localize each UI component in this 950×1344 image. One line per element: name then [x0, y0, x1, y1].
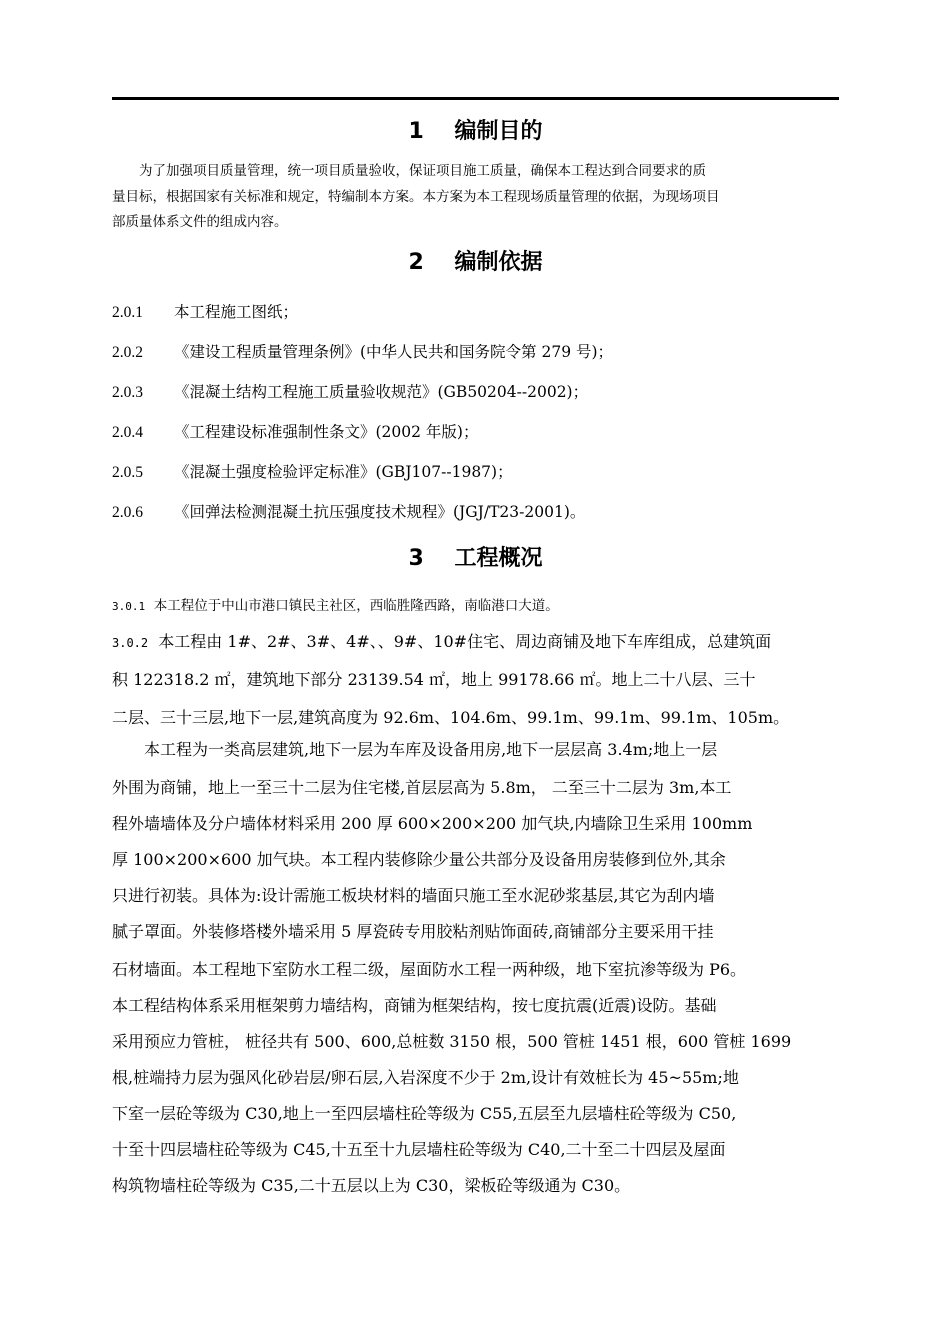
- body-line-10: 石材墙面。本工程地下室防水工程二级，屋面防水工程一两种级，地下室抗渗等级为 P6。: [112, 960, 747, 979]
- body-text: 本工程由 1#、2#、3#、4#、、9#、10#住宅、周边商铺及地下车库组成，总建筑面: [158, 632, 772, 651]
- body-line-15: 十至十四层墙柱砼等级为 C45,十五至十九层墙柱砼等级为 C40,二十至二十四层及屋面: [112, 1140, 726, 1159]
- section-2-title: 2 编制依据: [408, 250, 543, 275]
- clause-text: 本工程位于中山市港口镇民主社区，西临胜隆西路，南临港口大道。: [153, 598, 559, 614]
- body-line-6: 程外墙墙体及分户墙体材料采用 200 厚 600×200×200 加气块,内墙除卫生采用 100mm: [112, 814, 753, 833]
- body-line-4: 本工程为一类高层建筑,地下一层为车库及设备用房,地下一层层高 3.4m;地上一层: [112, 740, 718, 759]
- reference-text: 《回弹法检测混凝土抗压强度技术规程》(JGJ/T23-2001)。: [174, 503, 586, 521]
- reference-text: 本工程施工图纸；: [174, 303, 299, 321]
- clause-number: 3.0.2: [112, 636, 149, 650]
- section-1-para-line-2: 量目标，根据国家有关标准和规定，特编制本方案。本方案为本工程现场质量管理的依据，为现场项目: [112, 189, 720, 205]
- body-line-14: 下室一层砼等级为 C30,地上一至四层墙柱砼等级为 C55,五层至九层墙柱砼等级为 C50,: [112, 1104, 737, 1123]
- body-line-13: 根,桩端持力层为强风化砂岩层/卵石层,入岩深度不少于 2m,设计有效桩长为 45~55m;地: [112, 1068, 739, 1087]
- reference-number: 2.0.2: [112, 344, 143, 361]
- reference-text: 《建设工程质量管理条例》(中华人民共和国务院令第 279 号)；: [174, 343, 614, 361]
- reference-item: [112, 300, 298, 322]
- reference-number: 2.0.4: [112, 424, 143, 441]
- body-line-12: 采用预应力管桩， 桩径共有 500、600,总桩数 3150 根，500 管桩 1451 根，600 管桩 1699: [112, 1032, 792, 1051]
- reference-text: 《工程建设标准强制性条文》(2002 年版)；: [174, 423, 479, 441]
- reference-text: 《混凝土强度检验评定标准》(GBJ107--1987)；: [174, 463, 513, 481]
- section-1-para-line-3: 部质量体系文件的组成内容。: [112, 214, 288, 230]
- reference-number: 2.0.1: [112, 304, 143, 321]
- reference-item: [112, 380, 588, 402]
- section-1-para-line-1: 为了加强项目质量管理，统一项目质量验收，保证项目施工质量，确保本工程达到合同要求的质: [112, 163, 706, 179]
- body-line-9: 腻子罩面。外装修塔楼外墙采用 5 厚瓷砖专用胶粘剂贴饰面砖,商铺部分主要采用干挂: [112, 922, 714, 941]
- header-rule: [112, 97, 839, 100]
- body-line-3: 二层、三十三层,地下一层,建筑高度为 92.6m、104.6m、99.1m、99.1m、99.1m、105m。: [112, 708, 790, 727]
- reference-number: 2.0.6: [112, 504, 143, 521]
- clause-3-0-1: [112, 594, 559, 614]
- body-line-7: 厚 100×200×600 加气块。本工程内装修除少量公共部分及设备用房装修到位外,其余: [112, 850, 726, 869]
- body-line-8: 只进行初装。具体为:设计需施工板块材料的墙面只施工至水泥砂浆基层,其它为刮内墙: [112, 886, 715, 905]
- reference-item: [112, 500, 585, 522]
- body-line-5: 外围为商铺，地上一至三十二层为住宅楼,首层层高为 5.8m， 二至三十二层为 3m,本工: [112, 778, 732, 797]
- section-3-title: 3 工程概况: [408, 546, 543, 571]
- body-line-16: 构筑物墙柱砼等级为 C35,二十五层以上为 C30，梁板砼等级通为 C30。: [112, 1176, 631, 1195]
- section-1-title: 1 编制目的: [408, 119, 543, 144]
- body-line-1: [112, 632, 839, 653]
- reference-item: [112, 460, 513, 482]
- reference-text: 《混凝土结构工程施工质量验收规范》(GB50204--2002)；: [174, 383, 589, 401]
- body-line-2: 积 122318.2 ㎡，建筑地下部分 23139.54 ㎡，地上 99178.66 ㎡。地上二十八层、三十: [112, 670, 756, 689]
- reference-item: [112, 340, 613, 362]
- clause-number: 3.0.1: [112, 600, 146, 613]
- reference-number: 2.0.3: [112, 384, 143, 401]
- reference-number: 2.0.5: [112, 464, 143, 481]
- body-line-11: 本工程结构体系采用框架剪力墙结构，商铺为框架结构，按七度抗震(近震)设防。基础: [112, 996, 717, 1015]
- reference-item: [112, 420, 478, 442]
